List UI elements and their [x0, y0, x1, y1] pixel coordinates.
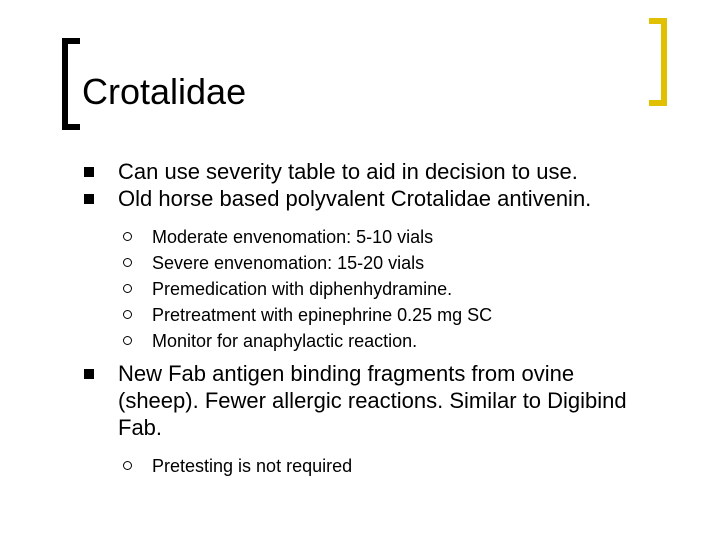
- bullet-item: [82, 185, 642, 212]
- right-bracket-decoration: [649, 18, 667, 106]
- sub-bullet-text: Pretesting is not required: [152, 456, 353, 476]
- circle-bullet-icon: [123, 336, 132, 345]
- circle-bullet-icon: [123, 461, 132, 470]
- sub-bullet-item: [82, 453, 642, 479]
- bullet-text: New Fab antigen binding fragments from ovine (sheep). Fewer allergic reactions. Similar to Digibind Fab.: [118, 361, 627, 440]
- sub-bullet-text: Pretreatment with epinephrine 0.25 mg SC: [152, 305, 493, 325]
- bullet-text: Old horse based polyvalent Crotalidae antivenin.: [118, 186, 592, 211]
- sub-bullet-item: [82, 328, 642, 354]
- square-bullet-icon: [84, 369, 94, 379]
- bullet-text: Can use severity table to aid in decision to use.: [118, 159, 578, 184]
- sub-bullet-item: [82, 250, 642, 276]
- bullet-item: [82, 158, 642, 185]
- sub-bullet-text: Severe envenomation: 15-20 vials: [152, 253, 425, 273]
- sub-bullet-item: [82, 224, 642, 250]
- slide-body: [82, 158, 642, 479]
- sub-bullet-text: Moderate envenomation: 5-10 vials: [152, 227, 434, 247]
- circle-bullet-icon: [123, 258, 132, 267]
- left-bracket-decoration: [62, 38, 80, 130]
- sub-bullet-text: Monitor for anaphylactic reaction.: [152, 331, 418, 351]
- square-bullet-icon: [84, 194, 94, 204]
- circle-bullet-icon: [123, 310, 132, 319]
- sub-bullet-text: Premedication with diphenhydramine.: [152, 279, 453, 299]
- circle-bullet-icon: [123, 284, 132, 293]
- square-bullet-icon: [84, 167, 94, 177]
- sub-bullet-item: [82, 302, 642, 328]
- circle-bullet-icon: [123, 232, 132, 241]
- bullet-item: [82, 360, 642, 441]
- slide-title: Crotalidae: [82, 71, 247, 112]
- sub-bullet-item: [82, 276, 642, 302]
